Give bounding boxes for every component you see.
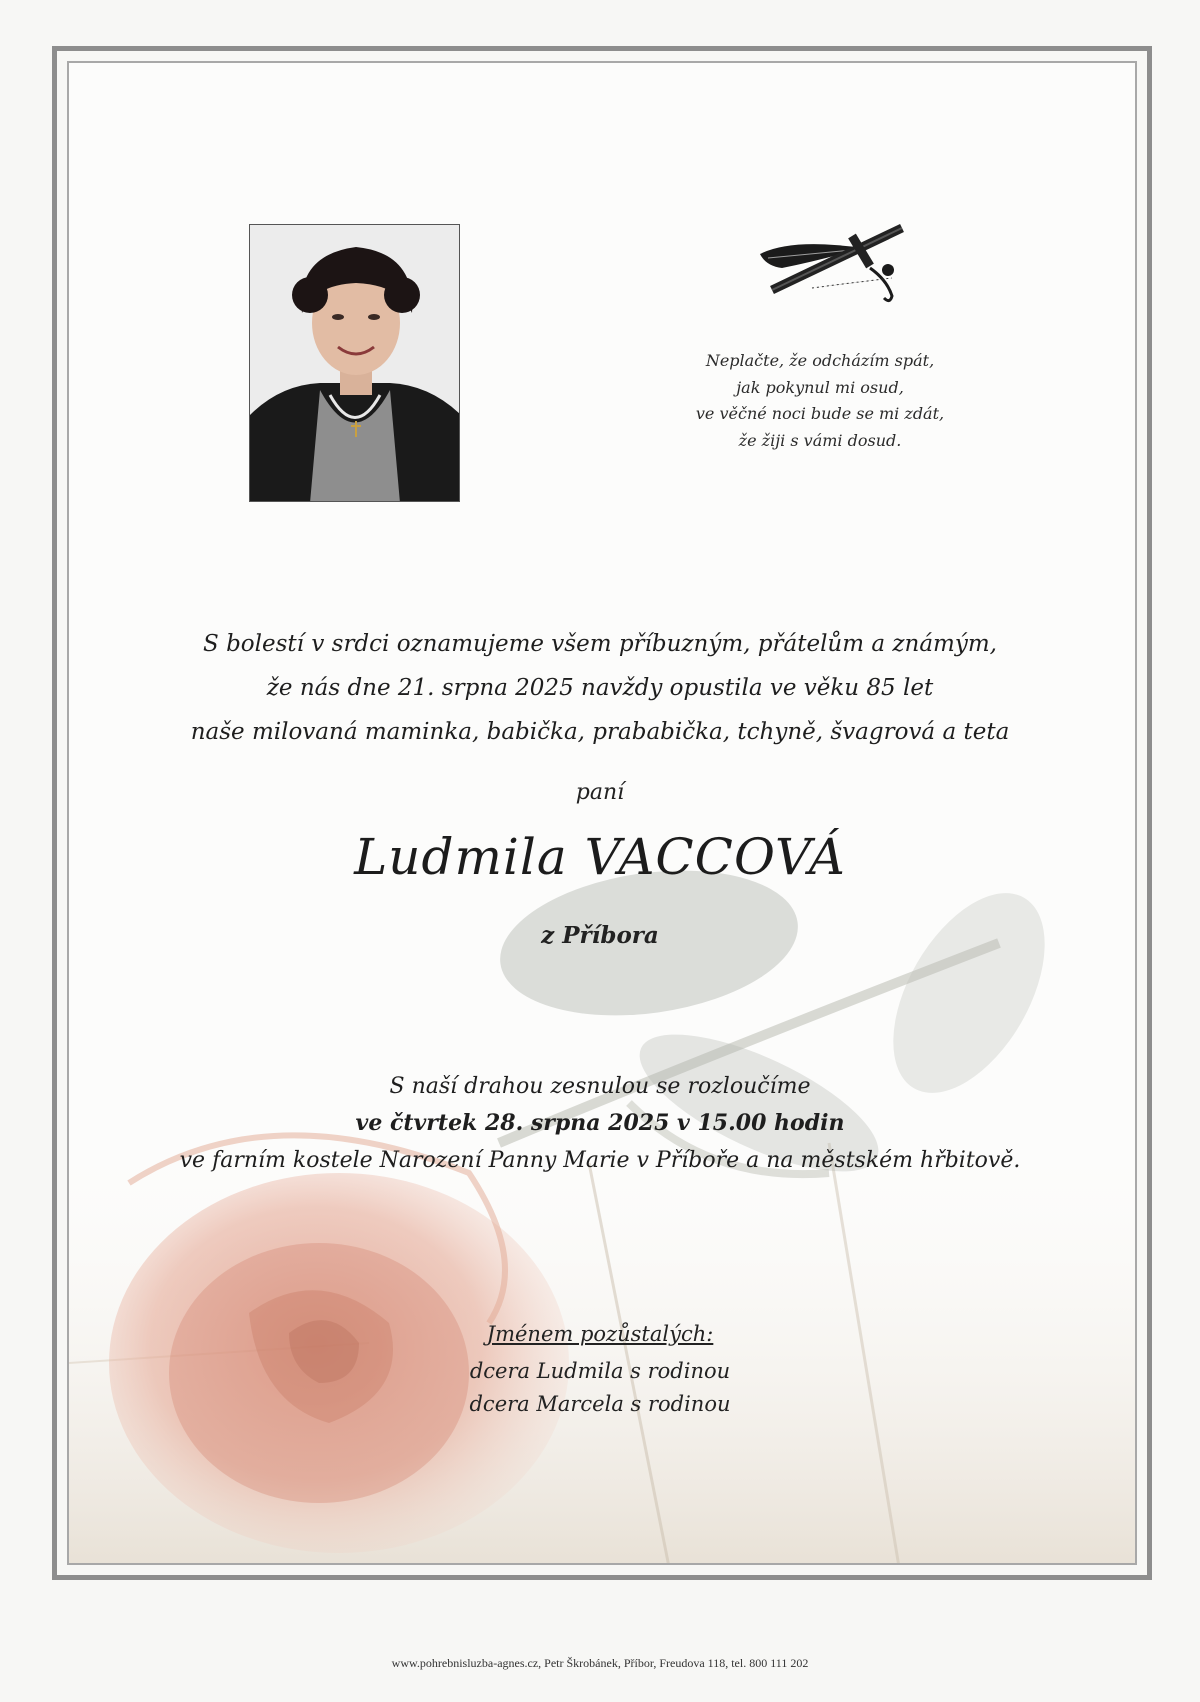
ceremony-place: ve farním kostele Narození Panny Marie v Příboře a na městském hřbitově. bbox=[179, 1148, 1021, 1173]
mourner-line: dcera Ludmila s rodinou bbox=[469, 1359, 731, 1383]
deceased-title: paní bbox=[575, 780, 625, 805]
mourners bbox=[420, 1318, 780, 1421]
mourner-line: dcera Marcela s rodinou bbox=[469, 1392, 731, 1416]
announcement bbox=[140, 622, 1060, 754]
ceremony-info bbox=[110, 1068, 1090, 1179]
poem-line: ve věčné noci bude se mi zdát, bbox=[695, 404, 945, 423]
poem-line: že žiji s vámi dosud. bbox=[738, 430, 902, 450]
announcement-line: že nás dne 21. srpna 2025 navždy opustila ve věku 85 let bbox=[266, 675, 934, 701]
deceased-name: Ludmila VACCOVÁ bbox=[354, 828, 846, 886]
cross-with-palm-icon bbox=[752, 218, 922, 318]
announcement-line: naše milovaná maminka, babička, prababička, tchyně, švagrová a teta bbox=[190, 719, 1010, 745]
poem-line: jak pokynul mi osud, bbox=[736, 377, 904, 397]
footer-contact: www.pohrebnisluzba-agnes.cz, Petr Škrobánek, Příbor, Freudova 118, tel. 800 111 202 bbox=[391, 1656, 809, 1670]
ceremony-intro: S naší drahou zesnulou se rozloučíme bbox=[389, 1074, 811, 1099]
poem bbox=[640, 348, 1000, 454]
announcement-line: S bolestí v srdci oznamujeme všem příbuzným, přátelům a známým, bbox=[203, 631, 997, 657]
deceased-origin: z Příbora bbox=[541, 922, 659, 949]
portrait-icon bbox=[250, 225, 460, 502]
ceremony-datetime: ve čtvrtek 28. srpna 2025 v 15.00 hodin bbox=[355, 1110, 845, 1136]
portrait-photo bbox=[249, 224, 460, 502]
poem-line: Neplačte, že odcházím spát, bbox=[705, 351, 935, 370]
mourners-heading: Jménem pozůstalých: bbox=[486, 1322, 714, 1346]
